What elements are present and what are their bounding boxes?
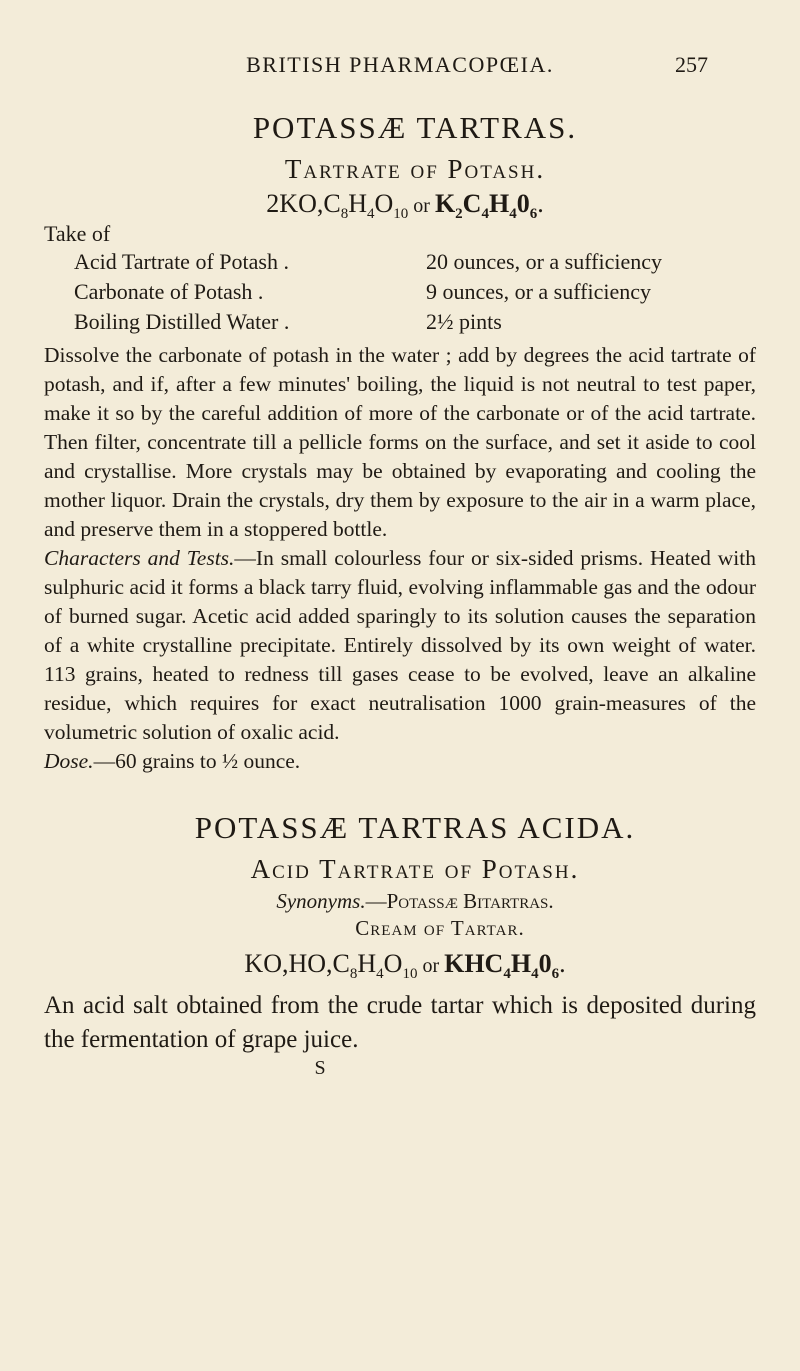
synonyms-line-2: Cream of Tartar. <box>355 916 525 941</box>
section-subtitle-tartrate-of-potash: Tartrate of Potash. <box>284 154 546 184</box>
ingredient-quantity: 2½ pints <box>426 309 502 335</box>
page-number: 257 <box>675 52 708 77</box>
section-spacer <box>44 776 756 810</box>
take-of-label: Take of <box>44 221 111 247</box>
ingredients-list <box>74 249 756 339</box>
synonyms-label: Synonyms. <box>276 889 366 914</box>
running-title: BRITISH PHARMACOPŒIA. <box>246 52 554 77</box>
section-title-potassae-tartras: POTASSÆ TARTRAS. <box>252 110 578 145</box>
chemical-formula: $2KO,C_8H_4O_{10}$ or $K_2C_4H_40_6$. <box>266 189 544 223</box>
chemical-formula-acid: $KO,HO,C_8H_4O_{10}$ or $KHC_4H_40_6$. <box>244 949 566 983</box>
characters-text: —In small colourless four or six-sided prisms. Heated with sulphuric acid it forms a black tarry fluid, evolving inflammable gas and the odour of burned sugar. Acetic acid added sparingly to its solution causes the separation of a white crystalline precipitate. Entirely dissolved by its own weight of water. 113 grains, heated to redness till gases cease to be evolved, leave an alkaline residue, which requires for exact neutralisation 1000 grain-measures of the volumetric solution of oxalic acid. <box>44 546 756 745</box>
synonyms-line <box>44 889 756 914</box>
ingredient-name: Carbonate of Potash . <box>74 279 264 305</box>
ingredient-name: Boiling Distilled Water . <box>74 309 290 335</box>
running-head <box>0 52 800 82</box>
description-paragraph: An acid salt obtained from the crude tartar which is deposited during the fermentation of grape juice. <box>44 992 756 1054</box>
ingredient-quantity: 20 ounces, or a sufficiency <box>426 249 663 275</box>
dose-paragraph <box>44 747 756 776</box>
section-subtitle-acid-tartrate-of-potash: Acid Tartrate of Potash. <box>250 854 580 885</box>
page-content <box>44 110 756 1080</box>
dose-label: Dose. <box>44 749 94 774</box>
section-title-potassae-tartras-acida: POTASSÆ TARTRAS ACIDA. <box>194 810 636 846</box>
characters-label: Characters and Tests. <box>44 546 235 571</box>
dose-text: —60 grains to ½ ounce. <box>93 749 301 774</box>
characters-and-tests-paragraph <box>44 544 756 747</box>
ingredient-name: Acid Tartrate of Potash . <box>74 249 289 275</box>
method-paragraph: Dissolve the carbonate of potash in the water ; add by degrees the acid tartrate of potash, and if, after a few minutes' boiling, the liquid is not neutral to test paper, make it so by the careful addition of more of the carbonate or of the acid tartrate. Then filter, concentrate till a pellicle forms on the surface, and set it aside to cool and crystallise. More crystals may be obtained by evaporating and cooling the mother liquor. Drain the crystals, dry them by exposure to the air in a warm place, and preserve them in a stoppered bottle. <box>44 343 756 542</box>
ingredient-quantity: 9 ounces, or a sufficiency <box>426 279 652 305</box>
synonyms-text: —Potassæ Bitartras. <box>365 889 554 914</box>
ingredient-row <box>74 279 756 309</box>
ingredient-row <box>74 309 756 339</box>
signature-mark: S <box>314 1057 326 1080</box>
ingredient-row <box>74 249 756 279</box>
